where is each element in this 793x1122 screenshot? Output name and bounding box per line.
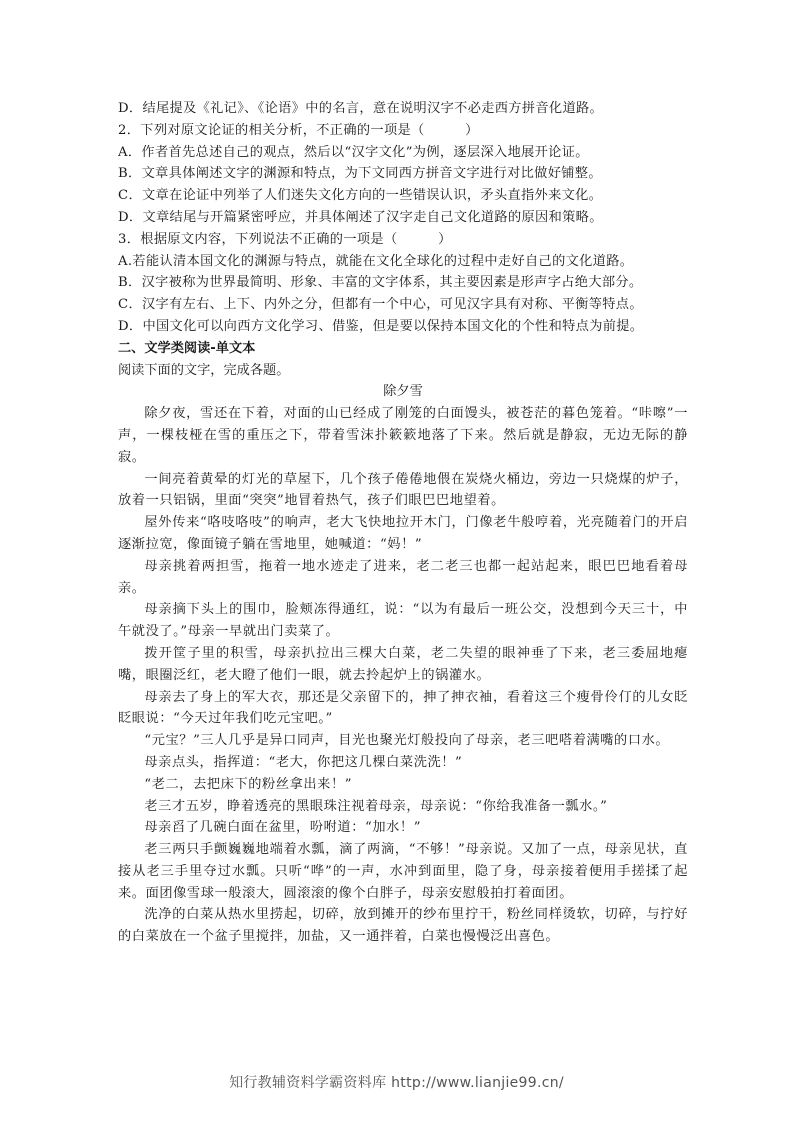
section-heading: 二、文学类阅读-单文本 [118, 340, 256, 356]
q3-option-d: D．中国文化可以向西方文化学习、借鉴，但是要以保持本国文化的个性和特点为前提。 [118, 318, 644, 334]
story-paragraph: 老三才五岁，睁着透亮的黑眼珠注视着母亲，母亲说：“你给我准备一瓢水。” [144, 798, 608, 814]
story-paragraph: 母亲舀了几碗白面在盆里，吩咐道：“加水！” [144, 820, 422, 836]
story-paragraph: 洗净的白菜从热水里捞起，切碎，放到摊开的纱布里拧干，粉丝同样烫软，切碎，与拧好的白菜放在一个盆子里搅拌，加盐，又一通拌着，白菜也慢慢泛出喜色。 [118, 907, 688, 945]
story-title: 除夕雪 [383, 384, 423, 400]
footer-watermark: 知行教辅资料学霸资料库 http://www.lianjie99.cn/ [229, 1075, 564, 1091]
q2-option-b: B．文章具体阐述文字的渊源和特点，为下文同西方拼音文字进行对比做好铺整。 [118, 166, 602, 182]
q3-option-c: C．汉字有左右、上下、内外之分，但都有一个中心，可见汉字具有对称、平衡等特点。 [118, 297, 643, 313]
q2-stem: 2．下列对原文论证的相关分析，不正确的一项是（ ） [118, 122, 479, 138]
story-paragraph: 老三两只手颤巍巍地端着水瓢，滴了两滴，“不够！”母亲说。又加了一点，母亲见状，直接从老三手里夺过水瓢。只听“哗”的一声，水冲到面里，隐了身，母亲接着便用手搓揉了起来。面团像雪球一般滚大，圆滚滚的像个白胖子，母亲安慰般拍打着面团。 [118, 842, 688, 901]
section-instruction: 阅读下面的文字，完成各题。 [118, 362, 290, 378]
q3-option-b: B．汉字被称为世界最简明、形象、丰富的文字体系，其主要因素是形声字占绝大部分。 [118, 275, 643, 291]
story-paragraph: “老二，去把床下的粉丝拿出来！” [144, 776, 353, 792]
story-paragraph: 屋外传来“咯吱咯吱”的响声，老大飞快地拉开木门，门像老牛般哼着，光亮随着门的开启逐渐拉宽，像面镜子躺在雪地里，她喊道：“妈！” [118, 515, 688, 552]
q1-option-d: D．结尾提及《礼记》、《论语》中的名言，意在说明汉字不必走西方拼音化道路。 [118, 101, 604, 116]
story-paragraph: 母亲摘下头上的围巾，脸颊冻得通红，说：“以为有最后一班公交，没想到今天三十，中午就没了。”母亲一早就出门卖菜了。 [118, 602, 688, 640]
story-paragraph: 母亲点头，指挥道：“老大，你把这几棵白菜洗洗！” [144, 754, 463, 770]
story-paragraph: 母亲去了身上的军大衣，那还是父亲留下的，抻了抻衣袖，看着这三个瘦骨伶仃的儿女眨眨眼说：“今天过年我们吃元宝吧。” [118, 689, 688, 727]
question-block [118, 98, 688, 338]
q3-stem: 3．根据原文内容，下列说法不正确的一项是（ ） [118, 231, 452, 247]
q2-option-a: A．作者首先总述自己的观点，然后以“汉字文化”为例，逐层深入地展开论证。 [118, 144, 589, 160]
document-body [118, 98, 688, 948]
story-paragraph: 除夕夜，雪还在下着，对面的山已经成了刚笼的白面馒头，被苍茫的暮色笼着。“咔嚓”一声，一棵枝桠在雪的重压之下，带着雪沫扑簌簌地落了下来。然后就是静寂，无边无际的静寂。 [118, 406, 688, 465]
story-paragraph: 一间亮着黄晕的灯光的草屋下，几个孩子倦倦地偎在炭烧火桶边，旁边一只烧煤的炉子，放着一只铝锅，里面“突突”地冒着热气，孩子们眼巴巴地望着。 [118, 471, 688, 509]
q3-option-a: A.若能认清本国文化的渊源与特点，就能在文化全球化的过程中走好自己的文化道路。 [118, 253, 634, 269]
story-body [118, 403, 688, 948]
story-paragraph: 母亲挑着两担雪，拖着一地水迹走了进来，老二老三也都一起站起来，眼巴巴地看着母亲。 [118, 558, 688, 596]
q2-option-c: C．文章在论证中列举了人们迷失文化方向的一些错误认识，矛头直指外来文化。 [118, 188, 603, 204]
story-paragraph: 拨开筐子里的积雪，母亲扒拉出三棵大白菜，老二失望的眼神垂了下来，老三委屈地瘪嘴，眼圈泛红，老大瞪了他们一眼，就去拎起炉上的锅灌水。 [118, 645, 688, 683]
q2-option-d: D．文章结尾与开篇紧密呼应，并具体阐述了汉字走自己文化道路的原因和策略。 [118, 209, 603, 225]
story-paragraph: “元宝？”三人几乎是异口同声，目光也聚光灯般投向了母亲，老三吧嗒着满嘴的口水。 [144, 733, 670, 749]
